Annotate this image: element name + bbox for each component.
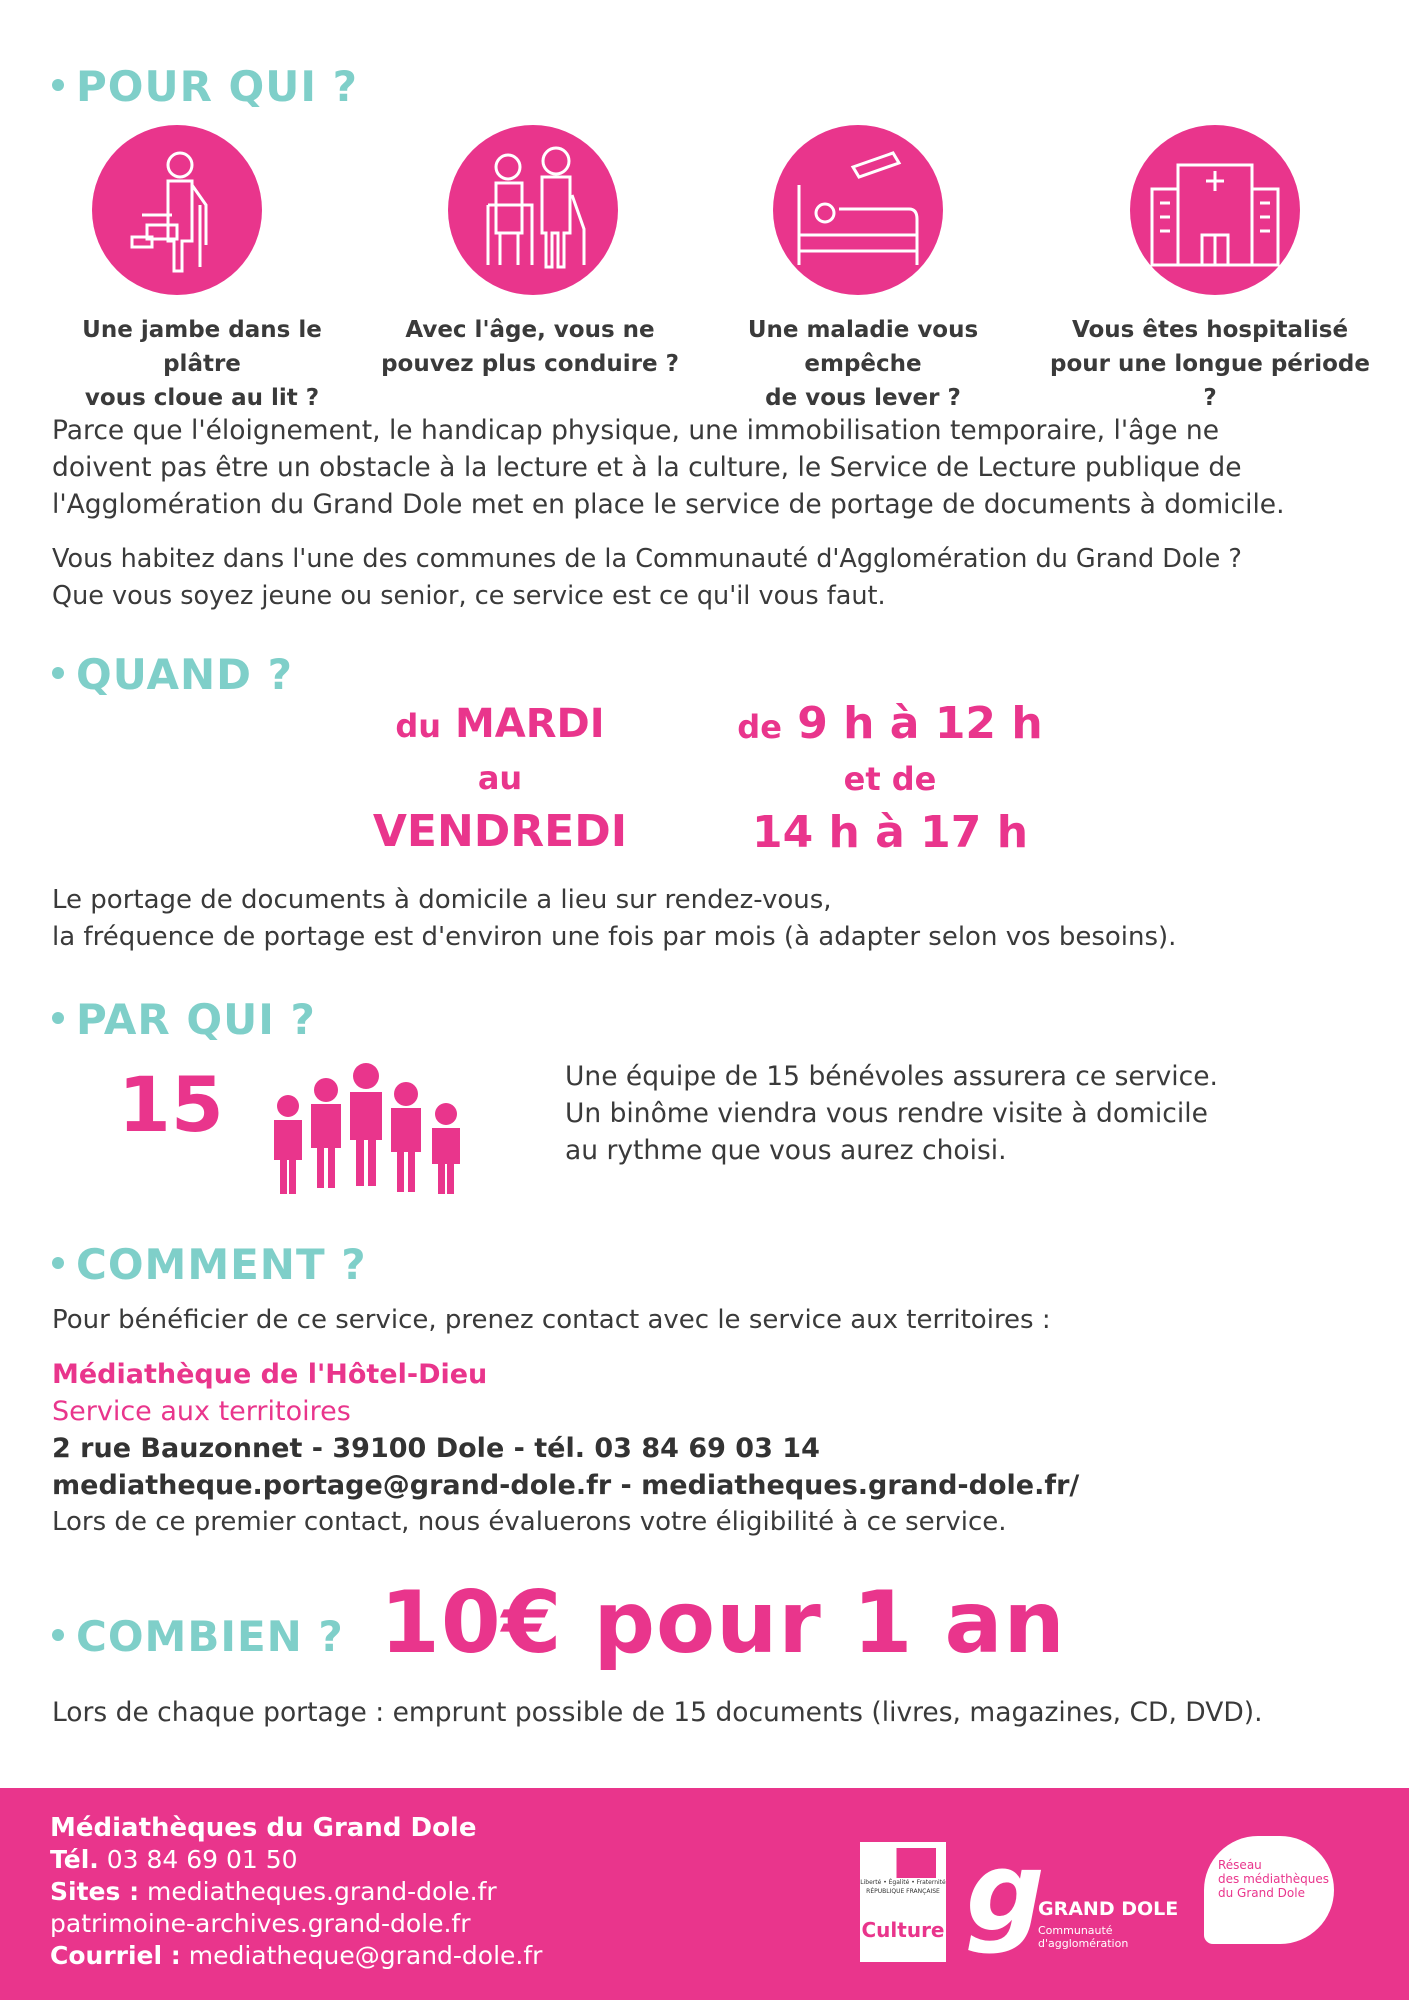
caption-hospital — [1040, 313, 1380, 415]
caption-line: Vous êtes hospitalisé — [1071, 317, 1349, 343]
heading-label: COMBIEN ? — [76, 1612, 344, 1661]
caption-line: de vous lever ? — [765, 385, 961, 411]
site-link[interactable]: mediatheques.grand-dole.fr — [147, 1877, 497, 1906]
reseau-line: du Grand Dole — [1218, 1886, 1305, 1900]
footer-contact — [50, 1812, 542, 1972]
footer-sites — [50, 1876, 542, 1908]
bullet-dot — [52, 1629, 64, 1641]
morning-hours: 9 h à 12 h — [797, 698, 1043, 749]
caption-line: Une maladie vous empêche — [747, 317, 979, 377]
text-line: au rythme que vous aurez choisi. — [565, 1135, 1007, 1166]
rf-label: RÉPUBLIQUE FRANÇAISE — [866, 1888, 940, 1895]
text-line: Une équipe de 15 bénévoles assurera ce service. — [565, 1061, 1218, 1092]
bullet-dot — [52, 1012, 64, 1024]
culture-label: Culture — [861, 1918, 945, 1942]
mail-link[interactable]: mediatheque@grand-dole.fr — [188, 1941, 543, 1970]
au-label: au — [477, 759, 523, 797]
volunteers-icon — [256, 1058, 476, 1198]
text-line: doivent pas être un obstacle à la lecture et à la culture, le Service de Lecture publique de — [52, 452, 1242, 483]
caption-line: Une jambe dans le plâtre — [82, 317, 322, 377]
text-line: la fréquence de portage est d'environ une fois par mois (à adapter selon vos besoins). — [52, 922, 1177, 952]
footer-title: Médiathèques du Grand Dole — [50, 1813, 477, 1843]
text-line: Que vous soyez jeune ou senior, ce service est ce qu'il vous faut. — [52, 581, 886, 611]
rf-motto: Liberté • Égalité • Fraternité — [860, 1879, 946, 1886]
reseau-line: Réseau — [1218, 1858, 1262, 1872]
text-line: l'Agglomération du Grand Dole met en place le service de portage de documents à domicile. — [52, 489, 1285, 520]
et-de-label: et de — [843, 760, 937, 798]
hours-block — [720, 698, 1060, 861]
contact-block — [52, 1356, 1079, 1541]
tel-label: Tél. — [50, 1845, 99, 1874]
sick-bed-icon — [773, 125, 943, 295]
ministry-culture-logo — [860, 1842, 946, 1962]
tel-value: 03 84 69 01 50 — [106, 1845, 298, 1874]
grand-dole-name: GRAND DOLE — [1038, 1898, 1179, 1920]
mail-label: Courriel : — [50, 1941, 181, 1970]
comment-intro: Pour bénéficier de ce service, prenez contact avec le service aux territoires : — [52, 1305, 1051, 1335]
heading-label: QUAND ? — [76, 650, 294, 699]
days-block — [330, 698, 670, 860]
contact-address: 2 rue Bauzonnet - 39100 Dole - tél. 03 84 69 03 14 — [52, 1433, 820, 1464]
text-line: Un binôme viendra vous rendre visite à domicile — [565, 1098, 1208, 1129]
sites-label: Sites : — [50, 1877, 140, 1906]
afternoon-hours: 14 h à 17 h — [751, 807, 1029, 858]
bullet-dot — [52, 667, 64, 679]
leg-cast-icon — [92, 125, 262, 295]
price: 10€ pour 1 an — [380, 1573, 1066, 1673]
marianne-mark — [870, 1848, 936, 1878]
heading-label: COMMENT ? — [76, 1240, 367, 1289]
footer-tel — [50, 1844, 542, 1876]
caption-line: pour une longue période ? — [1049, 351, 1370, 411]
quand-text — [52, 882, 1176, 956]
elderly-couple-icon — [448, 125, 618, 295]
contact-place: Médiathèque de l'Hôtel-Dieu — [52, 1359, 488, 1390]
footer-mail — [50, 1940, 542, 1972]
caption-line: Avec l'âge, vous ne — [405, 317, 655, 343]
caption-sick-bed — [693, 313, 1033, 415]
volunteer-count: 15 — [118, 1060, 224, 1149]
contact-note: Lors de ce premier contact, nous évaluerons votre éligibilité à ce service. — [52, 1507, 1007, 1537]
heading-label: POUR QUI ? — [76, 62, 358, 111]
reseau-badge — [1204, 1836, 1334, 1944]
caption-leg-cast — [42, 313, 362, 415]
site-link[interactable]: patrimoine-archives.grand-dole.fr — [50, 1909, 471, 1938]
reseau-line: des médiathèques — [1218, 1872, 1329, 1886]
heading-label: PAR QUI ? — [76, 995, 316, 1044]
par-qui-text — [565, 1058, 1218, 1169]
combien-text: Lors de chaque portage : emprunt possible de 15 documents (livres, magazines, CD, DVD). — [52, 1697, 1263, 1728]
footer — [0, 1788, 1409, 2000]
caption-elderly — [370, 313, 690, 381]
grand-dole-subtitle: Communauté d'agglomération — [1038, 1924, 1129, 1950]
grand-dole-g-mark: g — [966, 1828, 1045, 1956]
text-line: Parce que l'éloignement, le handicap physique, une immobilisation temporaire, l'âge ne — [52, 415, 1220, 446]
caption-line: pouvez plus conduire ? — [381, 351, 679, 377]
caption-line: vous cloue au lit ? — [84, 385, 320, 411]
section-heading-quand — [52, 650, 293, 699]
text-line: Le portage de documents à domicile a lieu sur rendez-vous, — [52, 885, 832, 915]
contact-web[interactable]: mediatheque.portage@grand-dole.fr - mediatheques.grand-dole.fr/ — [52, 1470, 1080, 1501]
bullet-dot — [52, 79, 64, 91]
bullet-dot — [52, 1257, 64, 1269]
text-line: Vous habitez dans l'une des communes de la Communauté d'Agglomération du Grand Dole ? — [52, 544, 1242, 574]
section-heading-combien — [52, 1612, 344, 1661]
day-end: VENDREDI — [372, 806, 628, 857]
intro-paragraph-1 — [52, 412, 1285, 523]
hospital-icon — [1130, 125, 1300, 295]
section-heading-comment — [52, 1240, 367, 1289]
contact-service: Service aux territoires — [52, 1396, 351, 1427]
section-heading-pour-qui — [52, 62, 358, 111]
intro-paragraph-2 — [52, 541, 1242, 615]
du-label: du — [395, 707, 442, 745]
de-label: de — [737, 708, 782, 746]
grand-dole-logo — [966, 1828, 1206, 1962]
day-start: MARDI — [454, 701, 605, 747]
section-heading-par-qui — [52, 995, 316, 1044]
